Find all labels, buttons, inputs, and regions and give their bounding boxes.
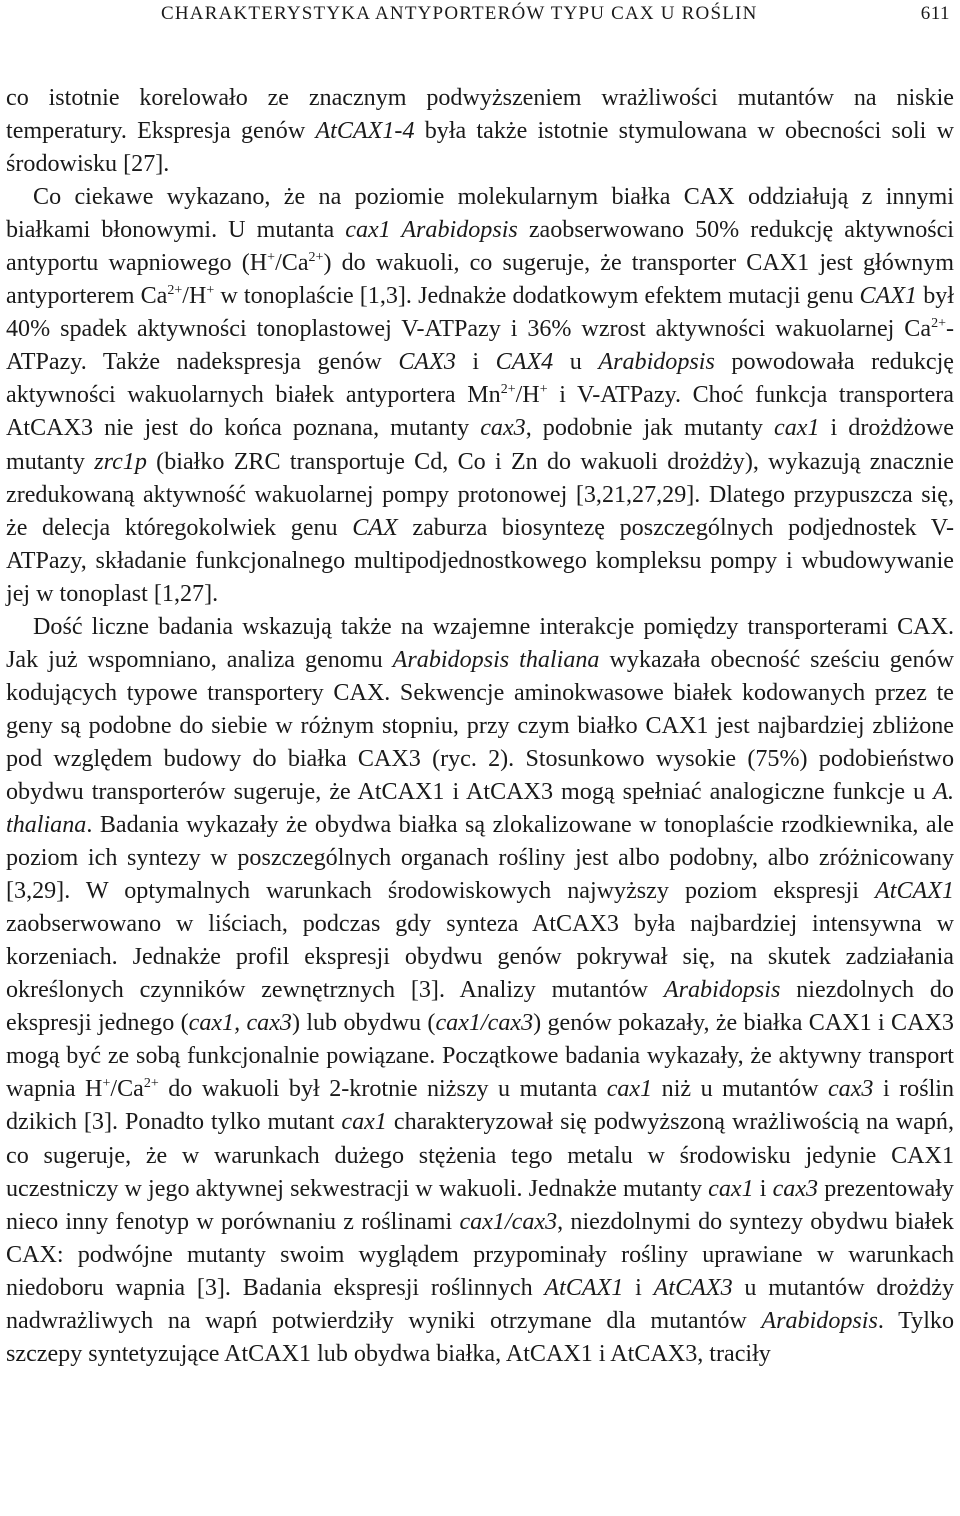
italic-term: AtCAX1 bbox=[875, 878, 954, 905]
running-title: CHARAKTERYSTYKA ANTYPORTERÓW TYPU CAX U ROŚLIN bbox=[161, 3, 758, 24]
italic-term: Arabidopsis bbox=[761, 1307, 878, 1334]
italic-term: AtCAX1-4 bbox=[315, 118, 415, 145]
text-run: u mutantów drożdży nadwrażliwych na wapń potwierdziły wyniki otrzymane dla mutantów bbox=[6, 1274, 954, 1334]
text-run: i bbox=[623, 1274, 654, 1301]
italic-term: cax1 bbox=[774, 415, 820, 442]
italic-term: cax3 bbox=[827, 1076, 874, 1103]
ion-charge-superscript: 2+ bbox=[167, 283, 183, 299]
text-run: niż u mutantów bbox=[652, 1076, 828, 1103]
italic-term: A. thaliana bbox=[6, 778, 954, 839]
text-run: ) lub obydwu ( bbox=[291, 1010, 436, 1037]
italic-term: Arabidopsis bbox=[598, 349, 715, 376]
ion-charge-superscript: 2+ bbox=[931, 316, 946, 332]
text-run: /H bbox=[515, 382, 540, 409]
text-run: zaburza biosyntezę poszczególnych podjednostek V-ATPazy, składanie funkcjonalnego multipodjednostkowego kompleksu pompy i wbudowywanie jej w tonoplast [1,27]. bbox=[6, 514, 955, 607]
paragraph bbox=[6, 611, 954, 1371]
text-run: ) do wakuoli, co sugeruje, że transporter CAX1 jest głównym antyporterem Ca bbox=[6, 250, 954, 310]
text-run: . Tylko szczepy syntetyzujące AtCAX1 lub obydwa białka, AtCAX1 i AtCAX3, traciły bbox=[6, 1307, 954, 1367]
italic-term: cax1/cax3 bbox=[435, 1010, 534, 1037]
text-run: (białko ZRC transportuje Cd, Co i Zn do wakuoli drożdży), wykazują znacznie zredukowaną aktywność wakuolarnej pompy protonowej [3,21,27,29]. Dlatego przypuszcza się, że delecja któregokolwiek genu bbox=[6, 448, 954, 541]
text-run: /Ca bbox=[275, 250, 309, 277]
paragraph bbox=[6, 82, 954, 181]
ion-charge-superscript: + bbox=[206, 283, 215, 299]
text-run: powodowała redukcję aktywności wakuolarnych białek antyportera Mn bbox=[6, 349, 955, 409]
text-run: ) genów pokazały, że białka CAX1 i CAX3 mogą być ze sobą funkcjonalnie powiązane. Początkowe badania wykazały, że aktywny transport wapnia H bbox=[6, 1010, 954, 1103]
italic-term: cax3 bbox=[772, 1175, 819, 1202]
italic-term: cax1 bbox=[341, 1109, 387, 1136]
text-run: wykazała obecność sześciu genów kodujących typowe transportery CAX. Sekwencje aminokwasowe białek kodowanych przez te geny są podobne do siebie w różnym stopniu, przy czym białko CAX1 jest najbardziej zbliżone pod względem budowy do białka CAX3 (ryc. 2). Stosunkowo wysokie (75%) podobieństwo obydwu transporterów sugeruje, że AtCAX1 i AtCAX3 mogą spełniać analogiczne funkcje u bbox=[6, 646, 954, 805]
italic-term: zrc1p bbox=[94, 448, 147, 475]
text-run: , podobnie jak mutanty bbox=[525, 415, 775, 442]
running-header bbox=[6, 3, 954, 37]
italic-term: cax3 bbox=[480, 415, 526, 442]
paragraph bbox=[6, 181, 954, 611]
text-run: była także istotnie stymulowana w obecności soli w środowisku [27]. bbox=[6, 118, 954, 178]
italic-term: CAX bbox=[352, 514, 398, 541]
text-run: -ATPazy. Także nadekspresja genów bbox=[6, 316, 954, 376]
text-run: i bbox=[753, 1175, 773, 1202]
italic-term: CAX3 bbox=[398, 349, 456, 376]
text-run: i bbox=[455, 349, 496, 376]
italic-term: AtCAX1 bbox=[544, 1274, 624, 1301]
text-run: i roślin dzikich [3]. Ponadto tylko mutant bbox=[6, 1076, 955, 1136]
text-run: Dość liczne badania wskazują także na wzajemne interakcje pomiędzy transporterami CAX. Jak już wspomniano, analiza genomu bbox=[6, 613, 954, 673]
text-run: . Badania wykazały że obydwa białka są zlokalizowane w tonoplaście rzodkiewnika, ale poziom ich syntezy w poszczególnych organach rośliny jest albo podobny, albo zróżnicowany [3,29]. W optymalnych warunkach środowiskowych najwyższy poziom ekspresji bbox=[6, 812, 954, 905]
text-run: prezentowały nieco inny fenotyp w porównaniu z roślinami bbox=[6, 1175, 954, 1235]
page-number: 611 bbox=[920, 3, 950, 24]
italic-term: cax1 bbox=[708, 1175, 754, 1202]
italic-term: CAX4 bbox=[495, 349, 554, 376]
text-run: Co ciekawe wykazano, że na poziomie molekularnym białka CAX oddziałują z innymi białkami błonowymi. U mutanta bbox=[6, 184, 954, 244]
text-run: , niezdolnymi do syntezy obydwu białek CAX: podwójne mutanty swoim wyglądem przypominały rośliny uprawiane w warunkach niedoboru wapnia [3]. Badania ekspresji roślinnych bbox=[6, 1208, 954, 1301]
italic-term: Arabidopsis bbox=[663, 977, 781, 1004]
ion-charge-superscript: + bbox=[102, 1076, 111, 1092]
text-run: i drożdżowe mutanty bbox=[6, 415, 955, 475]
text-run: zaobserwowano 50% redukcję aktywności antyportu wapniowego (H bbox=[6, 217, 955, 277]
ion-charge-superscript: 2+ bbox=[143, 1076, 159, 1092]
text-run: charakteryzował się podwyższoną wrażliwością na wapń, co sugeruje, że w warunkach dużego stężenia tego metalu w środowisku jedynie CAX1 uczestniczy w jego aktywnej sekwestracji w wakuoli. Jednakże mutanty bbox=[6, 1109, 954, 1202]
ion-charge-superscript: 2+ bbox=[500, 382, 516, 398]
text-run: /H bbox=[182, 283, 207, 310]
text-run: i V-ATPazy. Choć funkcja transportera AtCAX3 nie jest do końca poznana, mutanty bbox=[6, 382, 954, 442]
ion-charge-superscript: 2+ bbox=[308, 250, 324, 266]
text-run: do wakuoli był 2-krotnie niższy u mutanta bbox=[158, 1076, 607, 1103]
italic-term: Arabidopsis thaliana bbox=[392, 646, 600, 673]
italic-term: cax1, cax3 bbox=[188, 1010, 292, 1037]
italic-term: cax1/cax3 bbox=[459, 1208, 558, 1235]
journal-page bbox=[6, 0, 954, 1371]
article-body bbox=[6, 82, 954, 1371]
text-run: niezdolnych do ekspresji jednego ( bbox=[6, 977, 954, 1037]
italic-term: cax1 bbox=[606, 1076, 653, 1103]
text-run: był 40% spadek aktywności tonoplastowej V-ATPazy i 36% wzrost aktywności wakuolarnej Ca bbox=[6, 283, 955, 343]
italic-term: CAX1 bbox=[859, 283, 918, 310]
italic-term: cax1 Arabidopsis bbox=[345, 217, 518, 244]
text-run: u bbox=[553, 349, 599, 376]
text-run: co istotnie korelowało ze znacznym podwyższeniem wrażliwości mutantów na niskie temperatury. Ekspresja genów bbox=[6, 85, 954, 145]
ion-charge-superscript: + bbox=[267, 250, 276, 266]
italic-term: AtCAX3 bbox=[653, 1274, 733, 1301]
text-run: w tonoplaście [1,3]. Jednakże dodatkowym efektem mutacji genu bbox=[214, 283, 860, 310]
text-run: zaobserwowano w liściach, podczas gdy synteza AtCAX3 była najbardziej intensywna w korzeniach. Jednakże profil ekspresji obydwu genów pokrywał się, na skutek zadziałania określonych czynników zewnętrznych [3]. Analizy mutantów bbox=[6, 911, 954, 1004]
text-run: /Ca bbox=[110, 1076, 144, 1103]
ion-charge-superscript: + bbox=[539, 382, 548, 398]
